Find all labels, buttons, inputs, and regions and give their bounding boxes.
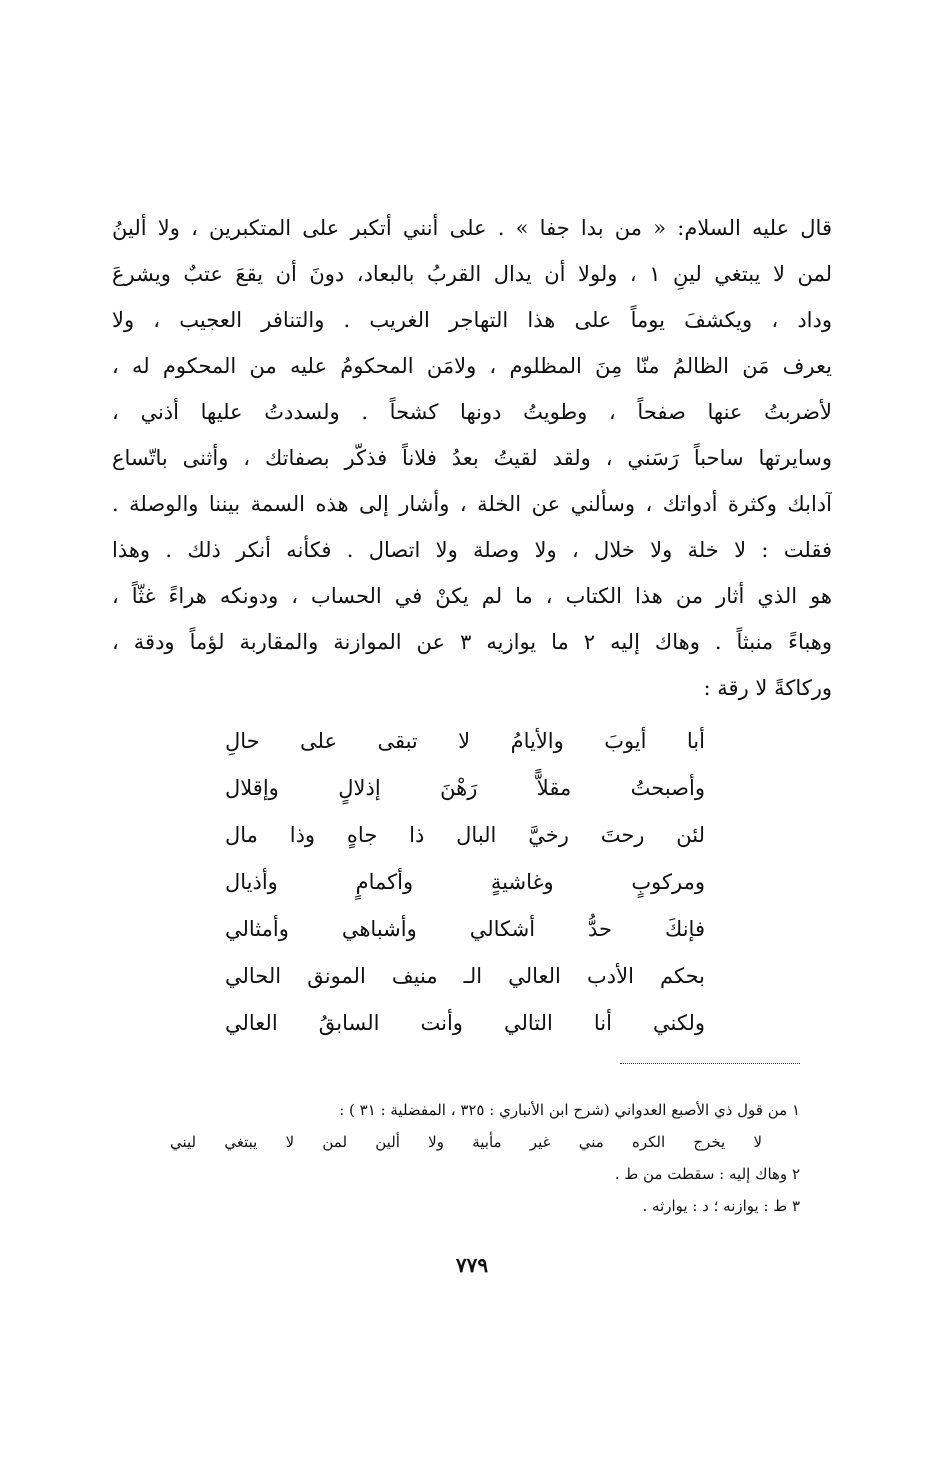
- poem-verse: وأصبحتُ مقلاًّ رَهْنَ إذلالٍ وإقلال: [225, 776, 705, 800]
- prose-line: قال عليه السلام: « من بدا جفا » . على أنني أتكبر على المتكبرين ، ولا ألينُ: [112, 216, 832, 240]
- footnote-line: ١ من قول ذي الأصبع العدواني (شرح ابن الأنباري : ٣٢٥ ، المفضلية : ٣١ ) :: [339, 1101, 800, 1119]
- prose-line: وداد ، ويكشفَ يوماً على هذا التهاجر الغريب . والتنافر العجيب ، ولا: [112, 308, 832, 332]
- poem-verse: أبا أيوبَ والأيامُ لا تبقى على حالِ: [225, 729, 705, 753]
- footnote-line: ٣ ط : يوازنه ؛ د : يوارثه .: [642, 1197, 800, 1215]
- prose-line: وسايرتها ساحباً رَسَني ، ولقد لقيتُ بعدُ فلاناً فذكّر بصفاتك ، وأثنى باتّساع: [112, 446, 832, 470]
- footnote-divider: [620, 1063, 800, 1064]
- poem-verse: بحكم الأدب العالي الـ منيف المونق الحالي: [225, 964, 705, 988]
- footnotes: [170, 1094, 800, 1222]
- poem-verse: ومركوبٍ وغاشيةٍ وأكمامٍ وأذيال: [225, 870, 705, 894]
- footnote-line: ٢ وهاك إليه : سقطت من ط .: [614, 1165, 800, 1183]
- prose-block: [112, 205, 832, 711]
- poem-verse: ولكني أنا التالي وأنت السابقُ العالي: [225, 1011, 705, 1035]
- prose-line: لمن لا يبتغي لينِ ١ ، ولولا أن يدال القربُ بالبعاد، دونَ أن يقعَ عتبٌ ويشرعَ: [112, 262, 832, 286]
- footnote-verse: لا يخرج الكره مني غير مأبية ولا ألين لمن لا يبتغي ليني: [170, 1133, 762, 1151]
- prose-line: فقلت : لا خلة ولا خلال ، ولا وصلة ولا اتصال . فكأنه أنكر ذلك . وهذا: [112, 538, 832, 562]
- poem-verse: فإنكَ حدُّ أشكالي وأشباهي وأمثالي: [225, 917, 705, 941]
- prose-line: هو الذي أثار من هذا الكتاب ، ما لم يكنْ في الحساب ، ودونكه هراءً غثّاً ،: [112, 584, 832, 608]
- prose-line: لأضربتُ عنها صفحاً ، وطويتُ دونها كشحاً . ولسددتُ عليها أذني ،: [112, 400, 832, 424]
- poem-verse: لئن رحتَ رخيَّ البال ذا جاهٍ وذا مال: [225, 823, 705, 847]
- prose-line: وركاكةً لا رقة :: [703, 676, 832, 700]
- prose-line: آدابك وكثرة أدواتك ، وسألني عن الخلة ، وأشار إلى هذه السمة بيننا والوصلة .: [112, 492, 832, 516]
- page-number: ٧٧٩: [455, 1253, 489, 1277]
- prose-line: يعرف مَن الظالمُ منّا مِنَ المظلوم ، ولامَن المحكومُ عليه من المحكوم له ،: [112, 354, 832, 378]
- poem-block: [225, 718, 705, 1047]
- prose-line: وهباءً منبثاً . وهاك إليه ٢ ما يوازيه ٣ عن الموازنة والمقاربة لؤماً ودقة ،: [112, 630, 832, 654]
